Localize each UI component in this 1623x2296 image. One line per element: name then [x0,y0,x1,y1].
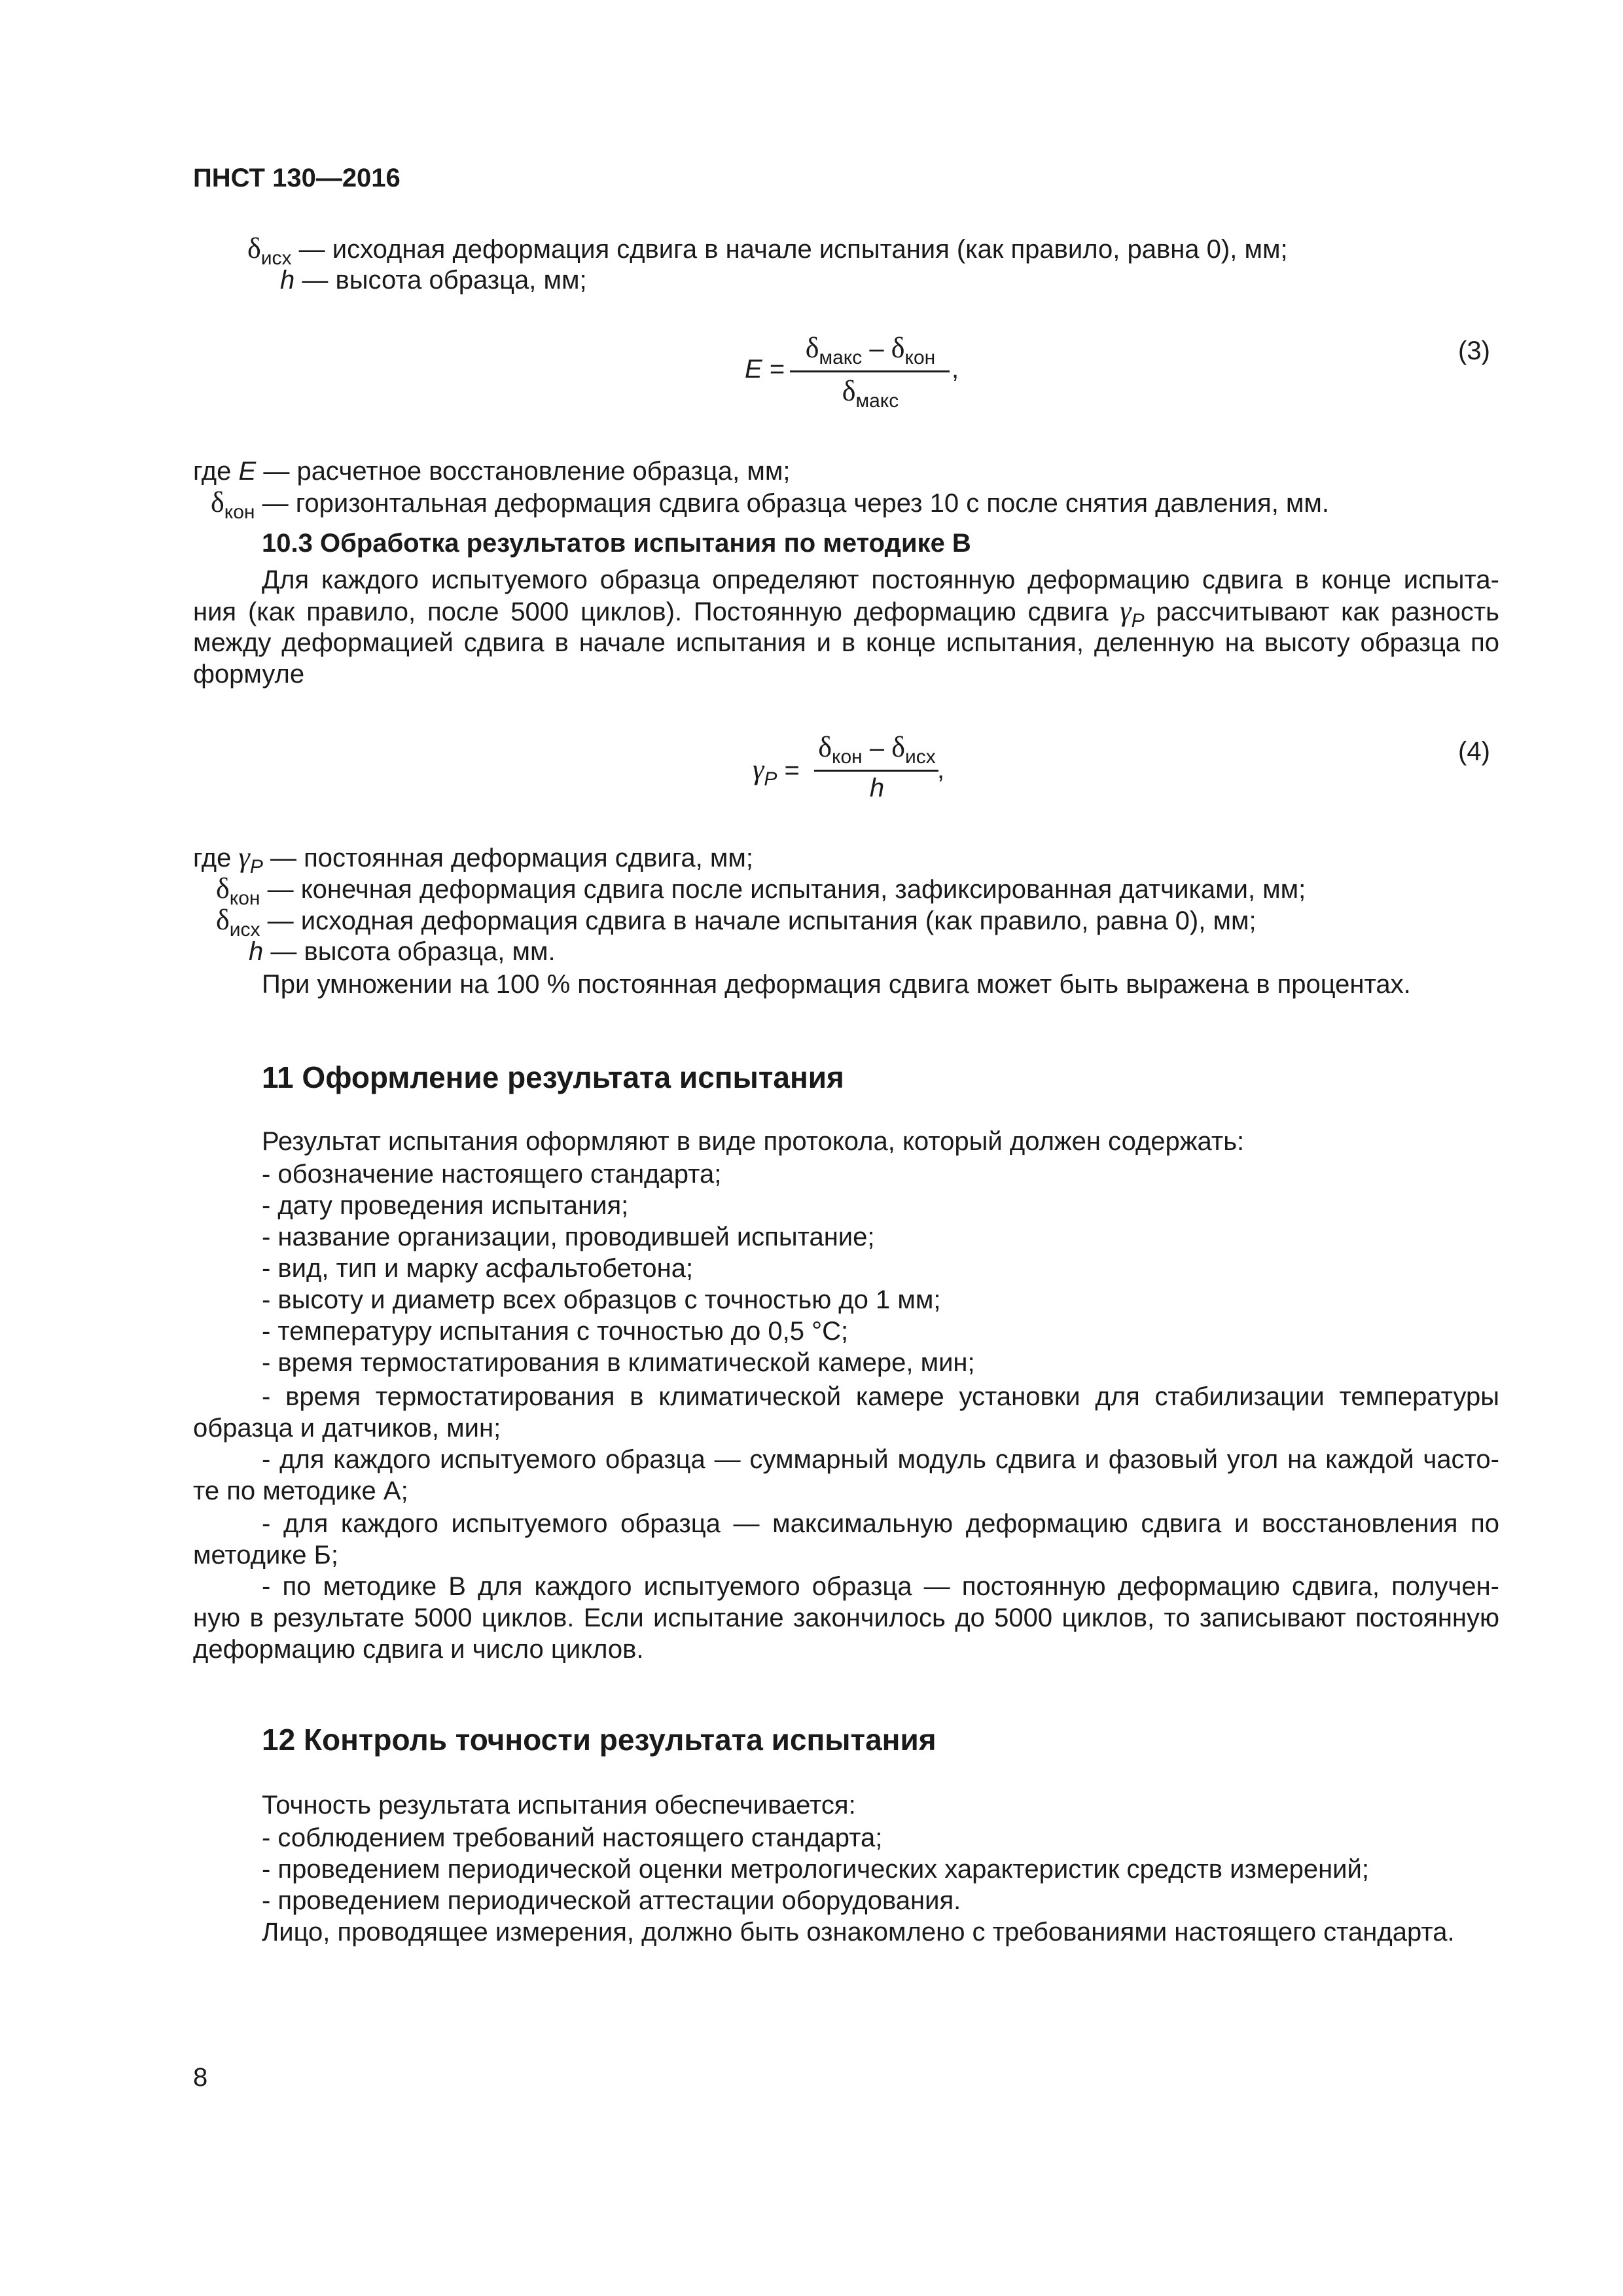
section-12-title: 12 Контроль точности результата испытания [262,1723,936,1757]
list-item: - название организации, проводившей испытание; [262,1223,875,1251]
list-item-cont: ную в результате 5000 циклов. Если испытание закончилось до 5000 циклов, то записывают постоянную [193,1604,1499,1632]
formula-4-denominator: h [869,774,885,802]
list-item: - по методике В для каждого испытуемого образца — постоянную деформацию сдвига, получен- [262,1572,1499,1601]
formula-3-number: (3) [1458,336,1490,365]
section-10-3-title: 10.3 Обработка результатов испытания по методике В [262,529,971,558]
delta-symbol: δ [247,232,261,264]
section-11-intro: Результат испытания оформляют в виде протокола, который должен содержать: [262,1127,1245,1156]
percent-note: При умножении на 100 % постоянная деформация сдвига может быть выражена в процентах. [262,970,1411,999]
paragraph-line: Для каждого испытуемого образца определяют постоянную деформацию сдвига в конце испыта- [262,565,1499,594]
formula-3-denominator: $\delta_{макс}$ [842,375,899,412]
where-4-line-4: h — высота образца, мм. [249,937,556,966]
page-number: 8 [193,2063,208,2092]
formula-4-number: (4) [1458,737,1490,766]
list-item: - время термостатирования в климатической камере, мин; [262,1348,975,1377]
list-item: - время термостатирования в климатической камере установки для стабилизации температуры [262,1382,1499,1411]
where-4-line-3: $\delta_{исх}$ — исходная деформация сдвига в начале испытания (как правило, равна 0), мм; [216,904,1257,941]
list-item: - проведением периодической оценки метрологических характеристик средств измерений; [262,1855,1369,1884]
section-12-intro: Точность результата испытания обеспечивается: [262,1791,856,1820]
def-delta-isx: $\delta_{исх}$ — исходная деформация сдвига в начале испытания (как правило, равна 0), мм; [247,232,1288,269]
list-item: - высоту и диаметр всех образцов с точностью до 1 мм; [262,1285,941,1314]
where-4-line-1: где $\gamma_P$ — постоянная деформация сдвига, мм; [193,841,753,878]
paragraph-line: формуле [193,660,305,689]
list-item: - вид, тип и марку асфальтобетона; [262,1254,694,1283]
list-item: - обозначение настоящего стандарта; [262,1160,722,1189]
formula-3-numerator: $\delta_{макс} - \delta_{кон}$ [805,332,936,368]
list-item-cont: деформацию сдвига и число циклов. [193,1635,644,1664]
list-item: - соблюдением требований настоящего стандарта; [262,1823,883,1852]
list-item-cont: образца и датчиков, мин; [193,1414,501,1443]
where-3-line-1: где E — расчетное восстановление образца, мм; [193,457,791,486]
section-11-title: 11 Оформление результата испытания [262,1060,844,1094]
def-h: h — высота образца, мм; [280,266,587,295]
where-4-line-2: $\delta_{кон}$ — конечная деформация сдвига после испытания, зафиксированная датчиками, мм; [216,872,1306,909]
fraction-bar [814,770,938,772]
list-item: - дату проведения испытания; [262,1191,629,1220]
list-item-cont: те по методике А; [193,1477,408,1505]
where-3-line-2: $\delta_{кон}$ — горизонтальная деформация сдвига образца через 10 с после снятия давления, мм. [211,486,1330,523]
paragraph-line: ния (как правило, после 5000 циклов). Постоянную деформацию сдвига $\gamma_P$ рассчитывают как разность [193,595,1499,632]
list-item: - для каждого испытуемого образца — суммарный модуль сдвига и фазовый угол на каждой часто- [262,1445,1499,1474]
section-12-closing: Лицо, проводящее измерения, должно быть ознакомлено с требованиями настоящего стандарта. [262,1918,1455,1946]
list-item-cont: методике Б; [193,1541,339,1570]
formula-4-numerator: $\delta_{кон} - \delta_{исх}$ [818,731,936,768]
fraction-bar [790,370,950,372]
list-item: - для каждого испытуемого образца — максимальную деформацию сдвига и восстановления по [262,1509,1499,1538]
document-code: ПНСТ 130—2016 [193,164,401,192]
paragraph-line: между деформацией сдвига в начале испытания и в конце испытания, деленную на высоту образца по [193,628,1499,657]
list-item: - температуру испытания с точностью до 0,5 °С; [262,1317,849,1346]
list-item: - проведением периодической аттестации оборудования. [262,1886,961,1915]
